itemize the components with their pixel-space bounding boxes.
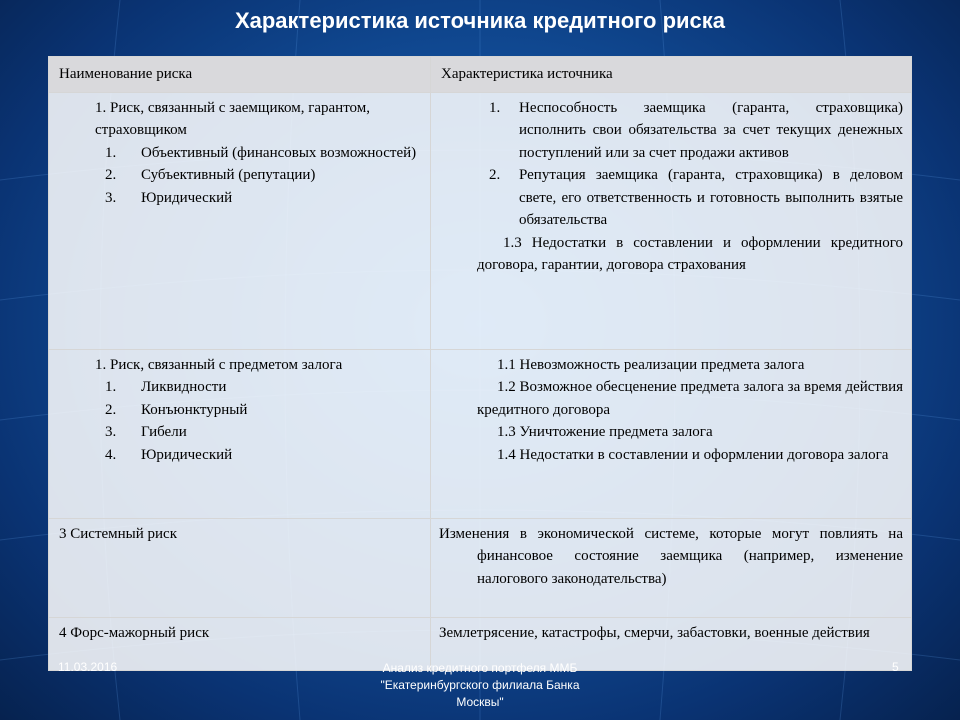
risk-name-cell: 3 Системный риск bbox=[49, 518, 431, 617]
risk-name-cell bbox=[49, 92, 431, 349]
table-row bbox=[49, 518, 912, 617]
source-characteristic-cell bbox=[431, 518, 912, 617]
risk-main-item: 1. Риск, связанный с предметом залога bbox=[95, 356, 343, 373]
list-item: 2. Репутация заемщика (гаранта, страховщика) в деловом свете, его ответственность и готовность выполнить взятые обязательства bbox=[489, 167, 903, 228]
table-row bbox=[49, 349, 912, 518]
risk-table bbox=[48, 56, 912, 671]
header-source-characteristic: Характеристика источника bbox=[431, 57, 912, 93]
list-item: Землетрясение, катастрофы, смерчи, забастовки, военные действия bbox=[439, 624, 870, 641]
source-characteristic-cell bbox=[431, 349, 912, 518]
list-item: 1.4 Недостатки в составлении и оформлении договора залога bbox=[497, 446, 889, 463]
list-item: 3. Юридический bbox=[105, 189, 233, 206]
list-item: 2. Конъюнктурный bbox=[105, 401, 248, 418]
risk-name-cell bbox=[49, 349, 431, 518]
footer-caption: Анализ кредитного портфеля ММБ "Екатеринбургского филиала Банка Москвы" bbox=[380, 661, 580, 709]
list-item: Изменения в экономической системе, которые могут повлиять на финансовое состояние заемщика (например, изменение налогового законодательства) bbox=[439, 525, 903, 587]
page-number: 5 bbox=[892, 660, 899, 674]
list-item: 1.3 Недостатки в составлении и оформлении кредитного договора, гарантии, договора страхования bbox=[477, 234, 903, 273]
list-item: 1. Ликвидности bbox=[105, 379, 227, 395]
list-item: 1. Объективный (финансовых возможностей) bbox=[105, 144, 417, 161]
list-item: 1.2 Возможное обесценение предмета залога за время действия кредитного договора bbox=[477, 379, 903, 418]
table-row bbox=[49, 92, 912, 349]
risk-main-item: 1. Риск, связанный с заемщиком, гарантом, страховщиком bbox=[95, 99, 371, 138]
footer-date: 11.03.2016 bbox=[58, 660, 118, 674]
list-item: 4. Юридический bbox=[105, 446, 233, 463]
list-item: 1. Неспособность заемщика (гаранта, страховщика) исполнить свои обязательства за счет текущих денежных поступлений или за счет продажи активов bbox=[489, 99, 903, 161]
source-characteristic-cell bbox=[431, 92, 912, 349]
header-risk-name: Наименование риска bbox=[49, 57, 431, 93]
list-item: 3. Гибели bbox=[105, 424, 187, 440]
list-item: 2. Субъективный (репутации) bbox=[105, 167, 316, 183]
slide-title: Характеристика источника кредитного риска bbox=[234, 8, 726, 33]
list-item: 1.1 Невозможность реализации предмета залога bbox=[497, 356, 805, 373]
table-header-row bbox=[49, 57, 912, 93]
risk-name-cell: 4 Форс-мажорный риск bbox=[49, 617, 431, 670]
list-item: 1.3 Уничтожение предмета залога bbox=[497, 424, 713, 440]
